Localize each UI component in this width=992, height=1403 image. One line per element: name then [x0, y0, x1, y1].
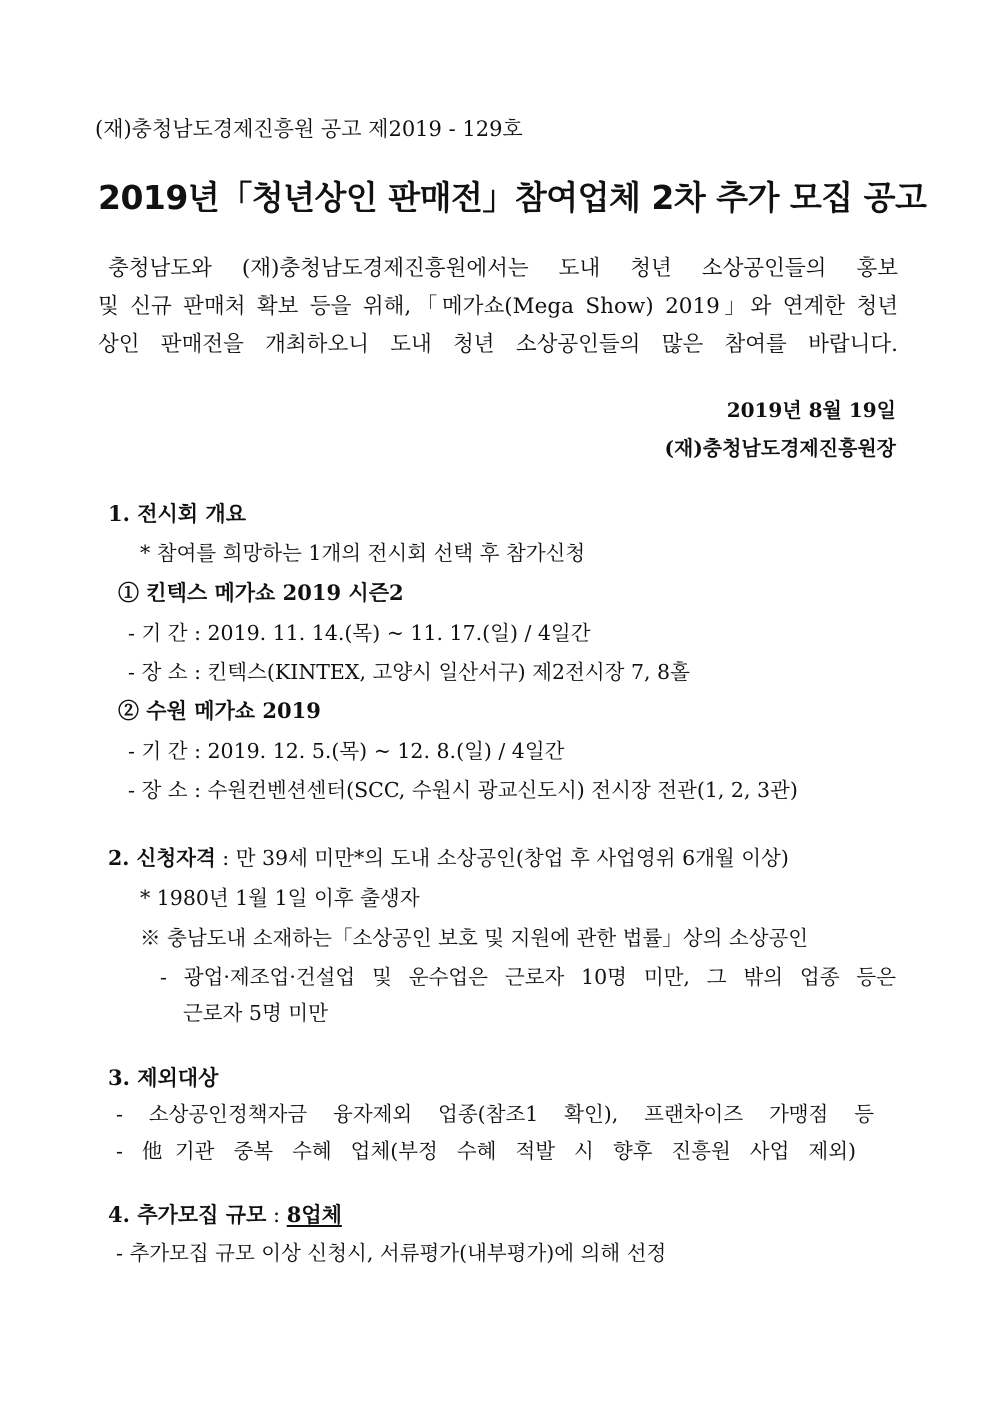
- section4-line: [108, 1200, 342, 1230]
- section2-ref-detail-1: - 광업·제조업·건설업 및 운수업은 근로자 10명 미만, 그 밖의 업종 등은: [160, 965, 896, 989]
- section4-heading: 4. 추가모집 규모: [108, 1202, 267, 1227]
- event2-venue: - 장 소 : 수원컨벤션센터(SCC, 수원시 광교신도시) 전시장 전관(1, 2, 3관): [128, 778, 798, 802]
- section2-line: [108, 843, 789, 873]
- section3-heading: 3. 제외대상: [108, 1065, 219, 1090]
- issue-date: 2019년 8월 19일: [726, 398, 896, 422]
- event2-title: ② 수원 메가쇼 2019: [118, 698, 321, 723]
- issuer-name: (재)충청남도경제진흥원장: [664, 436, 896, 460]
- section2-ref-note: ※ 충남도내 소재하는「소상공인 보호 및 지원에 관한 법률」상의 소상공인: [140, 926, 809, 950]
- event1-period: - 기 간 : 2019. 11. 14.(목) ~ 11. 17.(일) / 4일간: [128, 621, 591, 645]
- section3-item-1: - 소상공인정책자금 융자제외 업종(참조1 확인), 프랜차이즈 가맹점 등: [116, 1102, 874, 1126]
- page-title: 2019년「청년상인 판매전」참여업체 2차 추가 모집 공고: [98, 178, 927, 217]
- section4-item-1: - 추가모집 규모 이상 신청시, 서류평가(내부평가)에 의해 선정: [116, 1241, 667, 1265]
- section4-count: 8업체: [286, 1202, 342, 1227]
- section2-heading-rest: : 만 39세 미만*의 도내 소상공인(창업 후 사업영위 6개월 이상): [215, 846, 789, 870]
- event1-venue: - 장 소 : 킨텍스(KINTEX, 고양시 일산서구) 제2전시장 7, 8홀: [128, 660, 690, 684]
- section2-ref-detail-2: 근로자 5명 미만: [183, 1001, 328, 1025]
- intro-line-2: 및 신규 판매처 확보 등을 위해,「메가쇼(Mega Show) 2019」와 연계한 청년: [98, 294, 898, 319]
- section2-heading: 2. 신청자격: [108, 846, 216, 870]
- section1-heading: 1. 전시회 개요: [108, 501, 246, 526]
- intro-line-3: 상인 판매전을 개최하오니 도내 청년 소상공인들의 많은 참여를 바랍니다.: [98, 332, 898, 357]
- event1-title: ① 킨텍스 메가쇼 2019 시즌2: [118, 580, 404, 605]
- section2-footnote: * 1980년 1월 1일 이후 출생자: [140, 886, 420, 910]
- section3-item-2: - 他기관 중복 수혜 업체(부정 수혜 적발 시 향후 진흥원 사업 제외): [116, 1139, 856, 1163]
- intro-line-1: 충청남도와 (재)충청남도경제진흥원에서는 도내 청년 소상공인들의 홍보: [108, 256, 898, 281]
- notice-number: (재)충청남도경제진흥원 공고 제2019 - 129호: [95, 117, 523, 141]
- section1-note: * 참여를 희망하는 1개의 전시회 선택 후 참가신청: [140, 541, 586, 565]
- section4-separator: :: [266, 1203, 287, 1227]
- event2-period: - 기 간 : 2019. 12. 5.(목) ~ 12. 8.(일) / 4일간: [128, 739, 565, 763]
